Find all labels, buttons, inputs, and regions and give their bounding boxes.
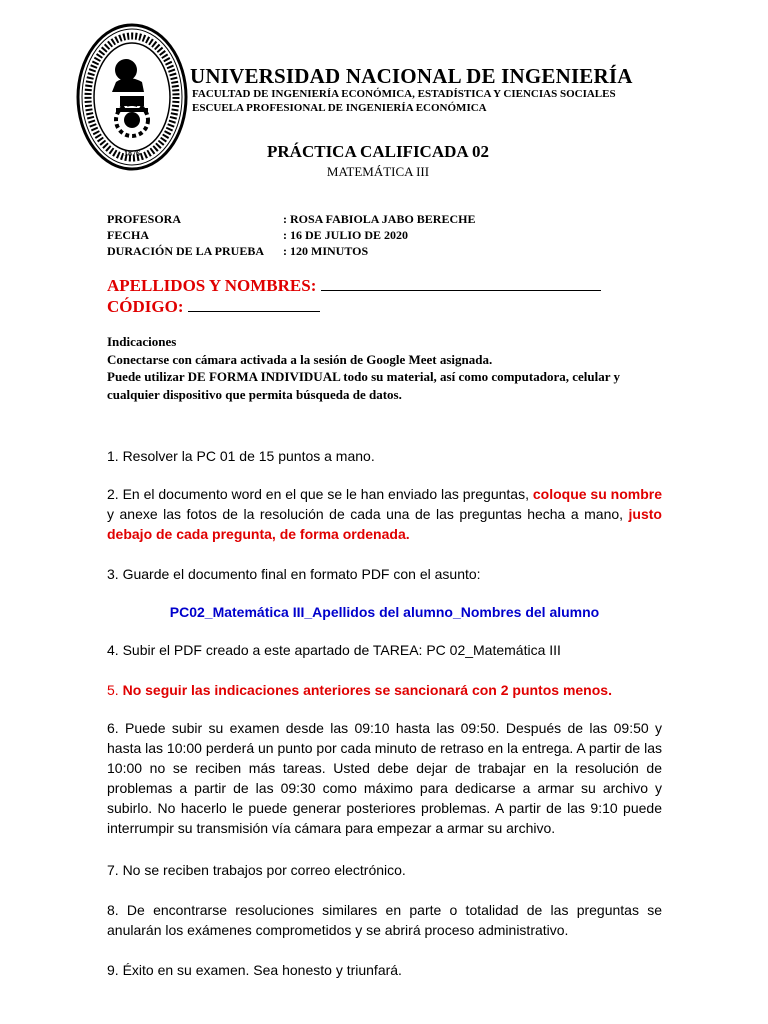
info-value: : 16 DE JULIO DE 2020 <box>283 228 409 242</box>
indications-block <box>107 333 667 403</box>
info-row-date <box>107 228 408 243</box>
info-label: PROFESORA <box>107 212 182 226</box>
item-5 <box>107 680 662 700</box>
item-4: 4. Subir el PDF creado a este apartado de TAREA: PC 02_Matemática III <box>107 642 561 658</box>
item-9: 9. Éxito en su examen. Sea honesto y triunfará. <box>107 962 402 978</box>
exam-title: PRÁCTICA CALIFICADA 02 <box>267 142 489 161</box>
student-code-blank[interactable] <box>188 297 320 312</box>
info-row-duration <box>107 244 368 259</box>
indications-line-2: Puede utilizar DE FORMA INDIVIDUAL todo su material, así como computadora, celular y cualquier dispositivo que permita búsqueda de datos. <box>107 369 620 402</box>
faculty-name: FACULTAD DE INGENIERÍA ECONÓMICA, ESTADÍSTICA Y CIENCIAS SOCIALES <box>192 88 616 100</box>
exam-subject: MATEMÁTICA III <box>326 164 430 179</box>
indications-line-1: Conectarse con cámara activada a la sesión de Google Meet asignada. <box>107 351 493 367</box>
item-8: 8. De encontrarse resoluciones similares en parte o totalidad de las preguntas se anularán los exámenes comprometidos y se abrirá proceso administrativo. <box>107 902 662 938</box>
email-subject-format: PC02_Matemática III_Apellidos del alumno_Nombres del alumno <box>169 604 600 620</box>
item-6: 6. Puede subir su examen desde las 09:10 hasta las 09:50. Después de las 09:50 y hasta las 10:00 perderá un punto por cada minuto de retraso en la entrega. A partir de las 10:00 no se reciben más tareas. Usted debe dejar de trabajar en la resolución de problemas a partir de las 09:30 como máximo para dedicarse a armar su archivo y subirlo. No hacerlo le puede generar posteriores problemas. A partir de las 9:10 puede interrumpir su transmisión vía cámara para empezar a armar su archivo. <box>107 720 662 836</box>
student-code-row <box>107 297 320 317</box>
school-name: ESCUELA PROFESIONAL DE INGENIERÍA ECONÓMICA <box>192 102 487 114</box>
student-names-label: APELLIDOS Y NOMBRES: <box>107 276 317 295</box>
info-value: : ROSA FABIOLA JABO BERECHE <box>283 212 476 226</box>
info-label: DURACIÓN DE LA PRUEBA <box>107 244 265 258</box>
item-7: 7. No se reciben trabajos por correo electrónico. <box>107 862 406 878</box>
item-2 <box>107 484 662 544</box>
info-row-teacher <box>107 212 475 227</box>
indications-heading: Indicaciones <box>107 334 177 349</box>
student-names-blank[interactable] <box>321 276 601 291</box>
item-2-text-c: y anexe las fotos de la resolución de cada una de las preguntas hecha a mano, <box>107 506 629 522</box>
seal-year: 1876 <box>124 149 140 158</box>
student-names-row <box>107 276 601 296</box>
item-3: 3. Guarde el documento final en formato PDF con el asunto: <box>107 566 481 582</box>
item-2-text-a: 2. En el documento word en el que se le han enviado las preguntas, <box>107 486 533 502</box>
item-5-text: No seguir las indicaciones anteriores se sancionará con 2 puntos menos. <box>122 682 612 698</box>
item-2-highlight-order: justo debajo de cada pregunta, de forma ordenada. <box>107 506 662 542</box>
info-label: FECHA <box>107 228 149 242</box>
info-value: : 120 MINUTOS <box>283 244 369 258</box>
item-2-highlight-name: coloque su nombre <box>532 486 663 502</box>
university-name: UNIVERSIDAD NACIONAL DE INGENIERÍA <box>190 64 633 88</box>
item-1: 1. Resolver la PC 01 de 15 puntos a mano. <box>107 448 375 464</box>
student-code-label: CÓDIGO: <box>107 297 184 316</box>
item-5-number: 5. <box>107 682 123 698</box>
